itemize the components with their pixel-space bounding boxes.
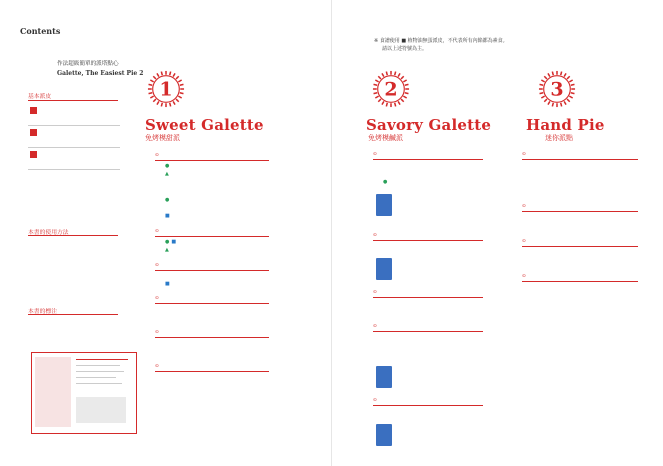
side-dishes-tag xyxy=(376,424,392,446)
base-divider xyxy=(28,169,120,170)
section-rule xyxy=(155,270,269,271)
section-rule xyxy=(373,331,483,332)
base-number xyxy=(30,107,37,114)
diet-mark-icon: ● xyxy=(165,196,170,203)
recipe-item xyxy=(381,162,385,168)
section-bullet-icon: ⊙ xyxy=(373,323,377,329)
base-number xyxy=(30,129,37,136)
legend-item xyxy=(444,29,448,36)
svg-text:1: 1 xyxy=(159,78,173,101)
side-dishes-tag xyxy=(376,258,392,280)
recipe-item xyxy=(530,223,534,229)
notes2-rule xyxy=(28,314,118,315)
section-bullet-icon: ⊙ xyxy=(155,330,159,336)
contents-label: Contents xyxy=(20,26,61,36)
diet-mark-icon: ▲ xyxy=(165,171,169,178)
base-divider xyxy=(28,125,120,126)
recipe-item xyxy=(530,214,534,220)
recipe-item xyxy=(381,416,385,422)
recipe-item xyxy=(163,306,167,312)
section-rule xyxy=(155,337,269,338)
recipe-item xyxy=(163,349,167,355)
diet-mark-icon: ● xyxy=(165,238,170,245)
page-fold xyxy=(331,0,332,466)
col3-title: Hand Pie xyxy=(526,116,605,134)
section-bullet-icon: ⊙ xyxy=(373,398,377,403)
recipe-item xyxy=(163,163,173,170)
recipe-item xyxy=(381,251,385,257)
section-rule xyxy=(373,159,483,160)
recipe-item xyxy=(163,281,174,288)
diet-mark-icon: ■ xyxy=(171,238,177,245)
col2-subtitle: 免烤模鹹派 xyxy=(368,134,403,142)
section-rule xyxy=(155,160,269,161)
recipe-item xyxy=(381,342,385,348)
svg-text:3: 3 xyxy=(550,78,564,101)
section-bullet-icon: ⊙ xyxy=(373,232,377,238)
section-bullet-icon: ⊙ xyxy=(522,152,526,157)
section-bullet-icon: ⊙ xyxy=(155,228,159,234)
section-rule xyxy=(522,211,638,212)
col1-title: Sweet Galette xyxy=(145,116,264,134)
base-en xyxy=(48,116,52,123)
recipe-item xyxy=(163,315,167,321)
recipe-item xyxy=(530,284,534,290)
recipe-item xyxy=(163,171,167,177)
diet-mark-icon: ■ xyxy=(165,213,170,220)
section-bullet-icon: ⊙ xyxy=(155,364,159,369)
side-dishes-tag xyxy=(376,366,392,388)
extra-en xyxy=(522,394,526,401)
side-dishes-tag xyxy=(376,194,392,216)
medal-1-icon xyxy=(147,70,185,108)
recipe-item xyxy=(163,180,167,186)
section-bullet-icon: ⊙ xyxy=(155,262,159,268)
base-header: 基本派皮 xyxy=(28,94,52,100)
recipe-item xyxy=(163,382,167,388)
base-number xyxy=(30,151,37,158)
intro-text: 作法超級簡單的派塔點心 xyxy=(57,61,119,67)
legend-note-2: 請以上述符號為主。 xyxy=(382,46,428,52)
section-rule xyxy=(522,246,638,247)
recipe-item xyxy=(381,243,385,249)
recipe-item xyxy=(163,188,167,194)
base-divider xyxy=(28,147,120,148)
section-bullet-icon: ⊙ xyxy=(373,152,377,157)
notes1-rule xyxy=(28,235,118,236)
recipe-item xyxy=(530,188,534,194)
medal-2-icon xyxy=(372,70,410,108)
section-bullet-icon: ⊙ xyxy=(155,296,159,302)
recipe-item xyxy=(381,179,391,186)
recipe-item xyxy=(163,273,167,279)
recipe-item xyxy=(163,213,174,220)
legend-note-1: ※ 食譜使用 ■ 植物油無蛋派皮，不代表所有內餡都為素食。 xyxy=(374,38,508,44)
recipe-item xyxy=(381,408,385,414)
notes1-title: 本書的使用方法 xyxy=(28,230,69,236)
recipe-item xyxy=(381,350,385,356)
recipe-item xyxy=(381,300,385,306)
section-rule xyxy=(155,236,269,237)
section-bullet-icon: ⊙ xyxy=(522,239,526,244)
base-en xyxy=(48,160,52,167)
recipe-item xyxy=(163,247,167,253)
recipe-item xyxy=(381,334,385,340)
section-rule xyxy=(373,405,483,406)
section-rule xyxy=(373,297,483,298)
recipe-item xyxy=(530,179,534,185)
extra-en xyxy=(522,354,526,361)
base-en xyxy=(48,138,52,145)
recipe-item xyxy=(381,187,385,193)
notes2-title: 本書的標注 xyxy=(28,309,57,315)
section-bullet-icon: ⊙ xyxy=(522,204,526,209)
diet-mark-icon: ▲ xyxy=(165,247,169,254)
medal-3-icon xyxy=(538,70,576,108)
diet-mark-icon: ■ xyxy=(165,281,170,287)
section-rule xyxy=(155,303,269,304)
recipe-item xyxy=(381,309,385,315)
recipe-item xyxy=(530,293,534,299)
diet-mark-icon: ● xyxy=(383,178,388,185)
section-bullet-icon: ⊙ xyxy=(373,290,377,296)
col2-title: Savory Galette xyxy=(366,116,492,134)
recipe-item xyxy=(530,171,534,177)
recipe-item xyxy=(381,359,385,365)
recipe-item xyxy=(163,374,167,380)
recipe-item xyxy=(381,170,385,176)
section-bullet-icon: ⊙ xyxy=(155,153,159,158)
recipe-item xyxy=(530,249,534,255)
col3-subtitle: 迷你派點 xyxy=(545,134,573,142)
base-rule xyxy=(28,100,118,101)
col1-subtitle: 免烤模甜派 xyxy=(145,134,180,142)
section-rule xyxy=(522,281,638,282)
legend-item xyxy=(476,29,480,36)
recipe-item xyxy=(163,340,167,346)
intro-title: Galette, The Easiest Pie 2 xyxy=(57,70,144,77)
section-bullet-icon: ⊙ xyxy=(522,274,526,279)
section-rule xyxy=(155,371,269,372)
recipe-item xyxy=(530,162,534,168)
recipe-item xyxy=(163,239,180,246)
svg-text:2: 2 xyxy=(384,78,398,101)
legend-item xyxy=(374,29,378,36)
diet-mark-icon: ● xyxy=(165,163,170,169)
section-rule xyxy=(373,240,483,241)
section-rule xyxy=(522,159,638,160)
sample-page-thumbnail xyxy=(31,352,137,434)
recipe-item xyxy=(530,258,534,264)
recipe-item xyxy=(163,205,167,211)
recipe-item xyxy=(163,197,173,204)
